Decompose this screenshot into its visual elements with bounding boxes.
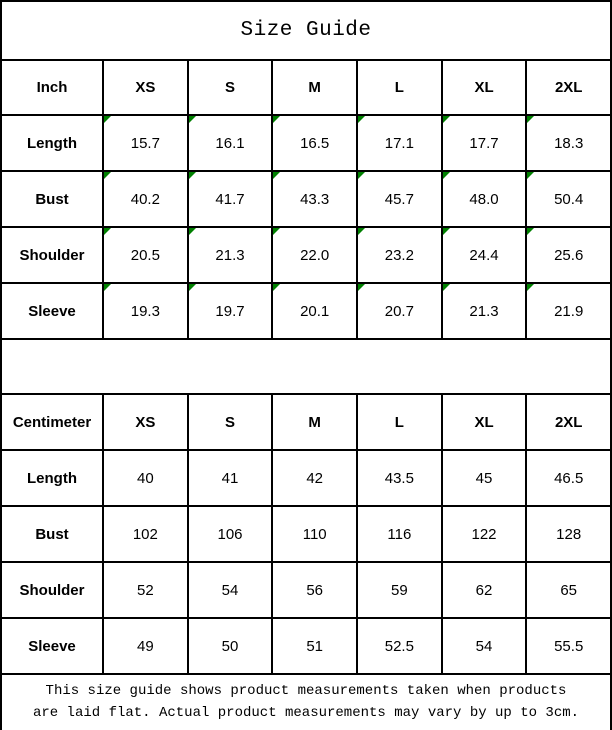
measurement-value: 41 — [221, 469, 239, 487]
measurement-cell — [273, 451, 358, 507]
green-corner-marker-icon — [189, 172, 196, 179]
measurement-value: 20.1 — [300, 302, 330, 320]
measurement-cell — [273, 507, 358, 563]
measurement-value: 48.0 — [469, 190, 499, 208]
measurement-value: 45.7 — [384, 190, 414, 208]
col-header-s: S — [189, 395, 274, 451]
col-header-2xl: 2XL — [527, 395, 610, 451]
measurement-cell — [273, 116, 358, 172]
measurement-cell — [527, 116, 610, 172]
inch-header-row — [2, 61, 610, 116]
measurement-cell — [443, 284, 528, 340]
measurement-cell — [443, 228, 528, 284]
measurement-value: 16.5 — [300, 134, 330, 152]
table-row-length-cm — [2, 451, 610, 507]
measurement-cell — [189, 116, 274, 172]
green-corner-marker-icon — [527, 116, 534, 123]
measurement-value: 43.3 — [300, 190, 330, 208]
measurement-cell — [104, 284, 189, 340]
measurement-value: 24.4 — [469, 246, 499, 264]
table-row-bust-cm — [2, 507, 610, 563]
measurement-value: 52 — [136, 581, 154, 599]
measurement-value: 41.7 — [215, 190, 245, 208]
measurement-value: 21.3 — [469, 302, 499, 320]
measurement-cell — [443, 451, 528, 507]
measurement-cell — [358, 172, 443, 228]
page-title: Size Guide — [2, 2, 610, 61]
measurement-value: 56 — [306, 581, 324, 599]
col-header-s: S — [189, 61, 274, 116]
green-corner-marker-icon — [358, 116, 365, 123]
measurement-value: 116 — [387, 525, 412, 543]
measurement-value: 42 — [306, 469, 324, 487]
measurement-value: 110 — [302, 525, 327, 543]
col-header-xl: XL — [443, 395, 528, 451]
row-label: Length — [2, 116, 104, 172]
measurement-value: 54 — [221, 581, 239, 599]
row-label: Sleeve — [2, 619, 104, 675]
measurement-value: 51 — [306, 637, 324, 655]
measurement-value: 46.5 — [554, 469, 584, 487]
measurement-cell — [358, 284, 443, 340]
measurement-value: 40.2 — [130, 190, 160, 208]
measurement-cell — [358, 451, 443, 507]
measurement-value: 20.5 — [130, 246, 160, 264]
green-corner-marker-icon — [443, 116, 450, 123]
measurement-cell — [189, 619, 274, 675]
measurement-value: 25.6 — [554, 246, 584, 264]
measurement-value: 122 — [471, 525, 497, 543]
col-header-xl: XL — [443, 61, 528, 116]
measurement-cell — [527, 619, 610, 675]
green-corner-marker-icon — [443, 228, 450, 235]
measurement-value: 43.5 — [384, 469, 414, 487]
green-corner-marker-icon — [189, 228, 196, 235]
row-label: Sleeve — [2, 284, 104, 340]
measurement-cell — [104, 116, 189, 172]
green-corner-marker-icon — [527, 228, 534, 235]
measurement-value: 65 — [560, 581, 578, 599]
measurement-value: 19.7 — [215, 302, 245, 320]
measurement-value: 23.2 — [384, 246, 414, 264]
measurement-cell — [527, 507, 610, 563]
measurement-value: 128 — [556, 525, 582, 543]
green-corner-marker-icon — [273, 172, 280, 179]
green-corner-marker-icon — [358, 284, 365, 291]
measurement-cell — [104, 451, 189, 507]
measurement-value: 54 — [475, 637, 493, 655]
green-corner-marker-icon — [104, 172, 111, 179]
col-header-xs: XS — [104, 61, 189, 116]
measurement-cell — [358, 619, 443, 675]
col-header-l: L — [358, 61, 443, 116]
cm-header-row — [2, 395, 610, 451]
measurement-value: 16.1 — [215, 134, 245, 152]
measurement-cell — [443, 563, 528, 619]
unit-header-centimeter: Centimeter — [2, 395, 104, 451]
green-corner-marker-icon — [189, 116, 196, 123]
measurement-cell — [527, 451, 610, 507]
green-corner-marker-icon — [358, 228, 365, 235]
measurement-cell — [189, 563, 274, 619]
green-corner-marker-icon — [189, 284, 196, 291]
measurement-cell — [273, 619, 358, 675]
col-header-m: M — [273, 61, 358, 116]
measurement-value: 40 — [136, 469, 154, 487]
measurement-value: 102 — [132, 525, 158, 543]
measurement-cell — [527, 228, 610, 284]
measurement-cell — [189, 284, 274, 340]
footer-note — [2, 675, 610, 730]
measurement-cell — [189, 451, 274, 507]
col-header-xs: XS — [104, 395, 189, 451]
measurement-value: 17.7 — [469, 134, 499, 152]
measurement-cell — [527, 284, 610, 340]
row-label: Bust — [2, 172, 104, 228]
col-header-m: M — [273, 395, 358, 451]
measurement-cell — [273, 228, 358, 284]
measurement-cell — [273, 563, 358, 619]
green-corner-marker-icon — [443, 172, 450, 179]
measurement-value: 20.7 — [384, 302, 414, 320]
col-header-l: L — [358, 395, 443, 451]
table-row-shoulder-inch — [2, 228, 610, 284]
table-row-shoulder-cm — [2, 563, 610, 619]
measurement-value: 22.0 — [300, 246, 330, 264]
table-row-length-inch — [2, 116, 610, 172]
measurement-cell — [104, 507, 189, 563]
measurement-cell — [527, 563, 610, 619]
measurement-cell — [189, 172, 274, 228]
measurement-value: 21.9 — [554, 302, 584, 320]
measurement-cell — [189, 507, 274, 563]
measurement-value: 50.4 — [554, 190, 584, 208]
footer-note-line1: This size guide shows product measurements taken when products — [45, 682, 567, 699]
unit-header-inch: Inch — [2, 61, 104, 116]
measurement-value: 52.5 — [384, 637, 414, 655]
measurement-cell — [273, 284, 358, 340]
green-corner-marker-icon — [104, 284, 111, 291]
footer-note-line2: are laid flat. Actual product measurements may vary by up to 3cm. — [32, 704, 580, 721]
measurement-cell — [443, 507, 528, 563]
centimeter-table — [2, 395, 610, 675]
measurement-value: 106 — [217, 525, 243, 543]
measurement-value: 62 — [475, 581, 493, 599]
measurement-cell — [527, 172, 610, 228]
measurement-value: 17.1 — [384, 134, 414, 152]
row-label: Length — [2, 451, 104, 507]
table-row-sleeve-cm — [2, 619, 610, 675]
table-row-bust-inch — [2, 172, 610, 228]
measurement-value: 55.5 — [554, 637, 584, 655]
measurement-cell — [443, 116, 528, 172]
measurement-cell — [189, 228, 274, 284]
measurement-cell — [104, 228, 189, 284]
green-corner-marker-icon — [273, 116, 280, 123]
measurement-cell — [104, 619, 189, 675]
measurement-cell — [104, 172, 189, 228]
table-spacer-row — [2, 340, 610, 395]
row-label: Bust — [2, 507, 104, 563]
measurement-cell — [358, 116, 443, 172]
green-corner-marker-icon — [104, 228, 111, 235]
table-row-sleeve-inch — [2, 284, 610, 340]
inch-table — [2, 61, 610, 340]
measurement-value: 50 — [221, 637, 239, 655]
green-corner-marker-icon — [358, 172, 365, 179]
col-header-2xl: 2XL — [527, 61, 610, 116]
measurement-value: 18.3 — [554, 134, 584, 152]
green-corner-marker-icon — [443, 284, 450, 291]
measurement-value: 15.7 — [130, 134, 160, 152]
measurement-value: 19.3 — [130, 302, 160, 320]
measurement-cell — [358, 228, 443, 284]
green-corner-marker-icon — [273, 284, 280, 291]
measurement-value: 45 — [475, 469, 493, 487]
measurement-cell — [104, 563, 189, 619]
green-corner-marker-icon — [527, 172, 534, 179]
measurement-cell — [273, 172, 358, 228]
row-label: Shoulder — [2, 228, 104, 284]
measurement-cell — [358, 507, 443, 563]
measurement-cell — [443, 172, 528, 228]
measurement-value: 59 — [391, 581, 408, 599]
measurement-value: 49 — [136, 637, 154, 655]
green-corner-marker-icon — [273, 228, 280, 235]
row-label: Shoulder — [2, 563, 104, 619]
green-corner-marker-icon — [104, 116, 111, 123]
measurement-cell — [443, 619, 528, 675]
measurement-value: 21.3 — [215, 246, 245, 264]
measurement-cell — [358, 563, 443, 619]
green-corner-marker-icon — [527, 284, 534, 291]
